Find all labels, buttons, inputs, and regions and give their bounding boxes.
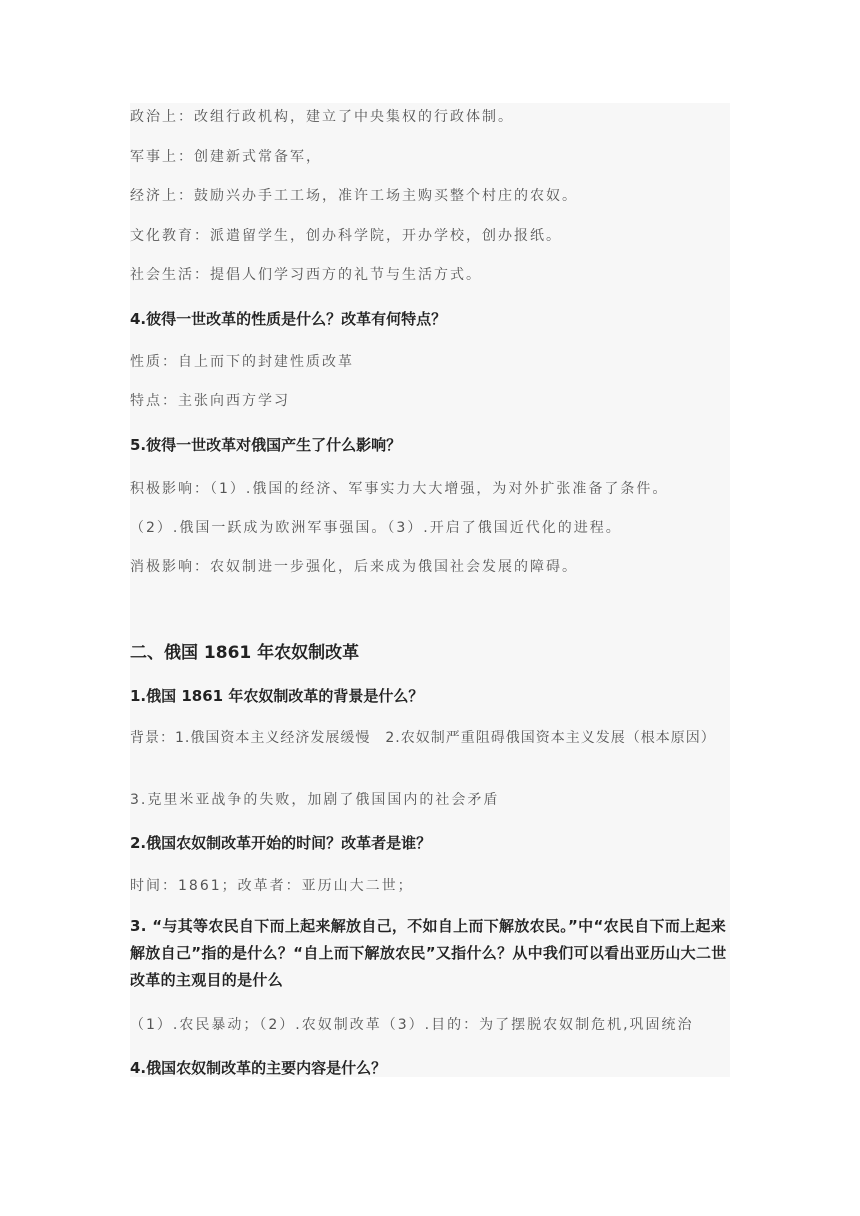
background-answer-2: 3.克里米亚战争的失败，加剧了俄国国内的社会矛盾 xyxy=(130,792,500,808)
s2-question-2-title: 2.俄国农奴制改革开始的时间？改革者是谁？ xyxy=(130,834,432,852)
feature-line: 特点：主张向西方学习 xyxy=(130,393,290,409)
background-answer-1: 背景：1.俄国资本主义经济发展缓慢 2.农奴制严重阻碍俄国资本主义发展（根本原因） xyxy=(130,730,716,746)
question-5-title: 5.彼得一世改革对俄国产生了什么影响？ xyxy=(130,436,402,454)
s2-question-4-title: 4.俄国农奴制改革的主要内容是什么？ xyxy=(130,1059,387,1077)
politics-line: 政治上：改组行政机构，建立了中央集权的行政体制。 xyxy=(130,109,514,125)
education-line: 文化教育：派遣留学生，创办科学院，开办学校，创办报纸。 xyxy=(130,228,562,244)
document-content xyxy=(130,103,730,1077)
economy-line: 经济上：鼓励兴办手工工场，准许工场主购买整个村庄的农奴。 xyxy=(130,188,578,204)
military-line: 军事上：创建新式常备军， xyxy=(130,149,322,165)
negative-impact-line: 消极影响：农奴制进一步强化，后来成为俄国社会发展的障碍。 xyxy=(130,559,578,575)
s2-question-3-title: 3. “与其等农民自下而上起来解放自己，不如自上而下解放农民。”中“农民自下而上起来解放自己”指的是什么？“自上而下解放农民”又指什么？从中我们可以看出亚历山大二世改革的主观目的是什么 xyxy=(130,917,727,989)
time-reformer-answer: 时间：1861；改革者：亚历山大二世； xyxy=(130,878,414,894)
positive-impact-line-2: （2）.俄国一跃成为欧洲军事强国。（3）.开启了俄国近代化的进程。 xyxy=(130,520,622,536)
section-2-heading: 二、俄国 1861 年农奴制改革 xyxy=(130,643,360,663)
positive-impact-line-1: 积极影响：（1）.俄国的经济、军事实力大大增强，为对外扩张准备了条件。 xyxy=(130,481,669,497)
social-life-line: 社会生活：提倡人们学习西方的礼节与生活方式。 xyxy=(130,267,482,283)
question-4-title: 4.彼得一世改革的性质是什么？改革有何特点？ xyxy=(130,310,447,328)
nature-line: 性质：自上而下的封建性质改革 xyxy=(130,354,354,370)
s2-question-3-answer: （1）.农民暴动；（2）.农奴制改革（3）.目的：为了摆脱农奴制危机,巩固统治 xyxy=(130,1017,694,1033)
s2-question-1-title: 1.俄国 1861 年农奴制改革的背景是什么？ xyxy=(130,687,424,705)
